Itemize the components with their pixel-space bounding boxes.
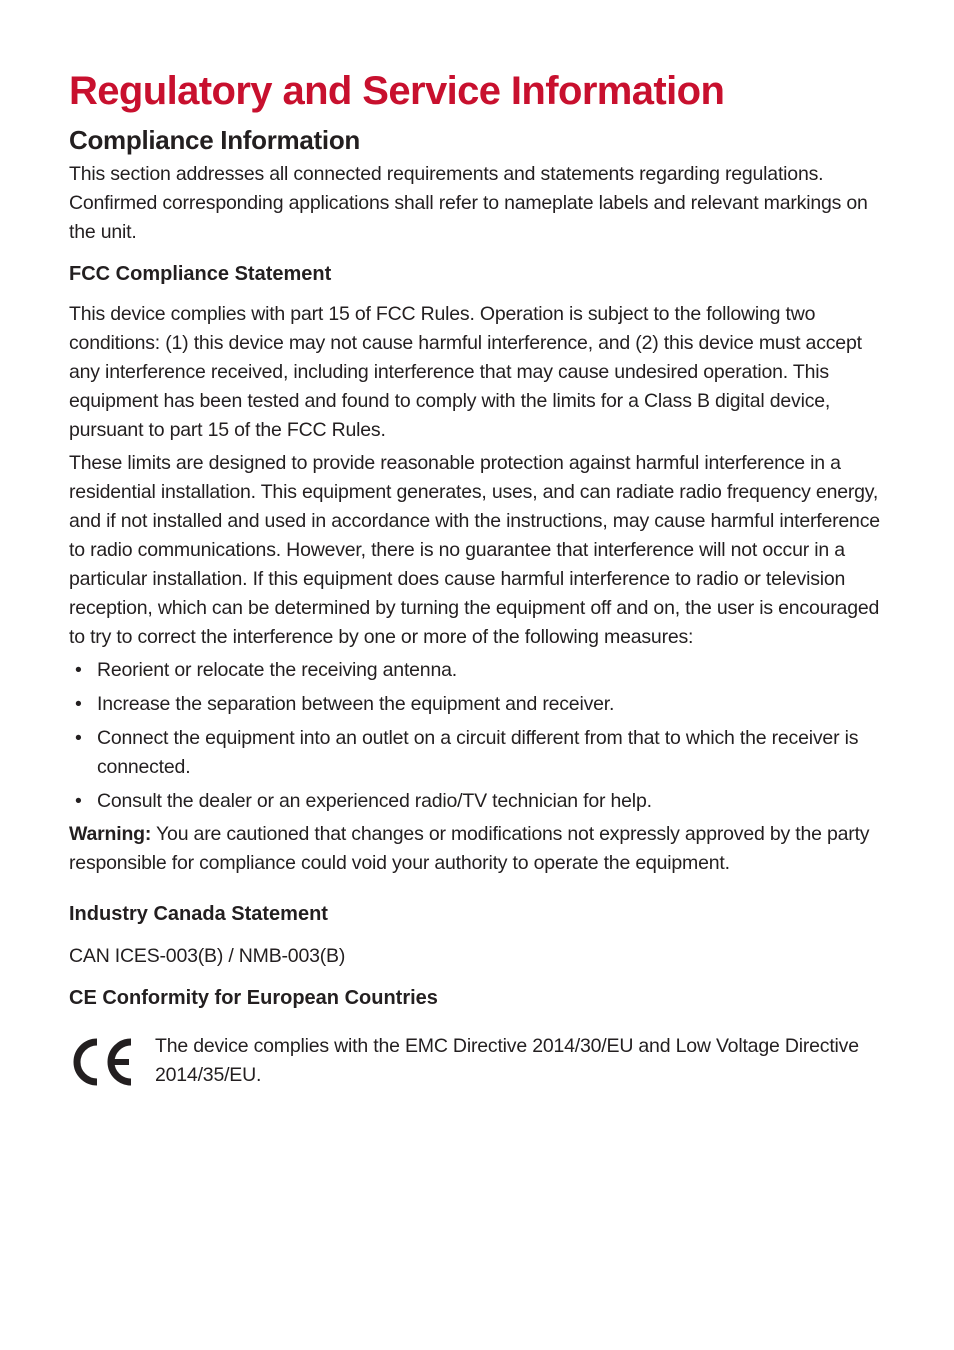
industry-canada-heading: Industry Canada Statement (69, 903, 328, 925)
measure-text: Reorient or relocate the receiving antenna. (97, 659, 457, 681)
ce-statement (69, 1032, 899, 1093)
ce-heading: CE Conformity for European Countries (69, 987, 438, 1009)
list-item (69, 724, 867, 782)
bullet-icon: • (75, 659, 82, 681)
measure-text: Connect the equipment into an outlet on a circuit different from that to which the receiver is connected. (97, 727, 859, 778)
measure-text: Increase the separation between the equipment and receiver. (97, 693, 615, 715)
list-item (69, 787, 899, 816)
list-item (69, 656, 899, 685)
ce-mark-icon (69, 1032, 155, 1093)
bullet-icon: • (75, 790, 82, 812)
fcc-paragraph-1: This device complies with part 15 of FCC Rules. Operation is subject to the following two conditions: (1) this device may not cause harmful interference, and (2) this device must accept any interference received, including interference that may cause undesired operation. This equipment has been tested and found to comply with the limits for a Class B digital device, pursuant to part 15 of the FCC Rules. (69, 303, 862, 441)
warning-paragraph (69, 820, 879, 878)
bullet-icon: • (75, 727, 82, 749)
fcc-heading: FCC Compliance Statement (69, 263, 332, 285)
fcc-paragraph-2: These limits are designed to provide reasonable protection against harmful interference in a residential installation. This equipment generates, uses, and can radiate radio frequency energy, and if not installed and used in accordance with the instructions, may cause harmful interference to radio communications. However, there is no guarantee that interference will not occur in a particular installation. If this equipment does cause harmful interference to radio or television reception, which can be determined by turning the equipment off and on, the user is encouraged to try to correct the interference by one or more of the following measures: (69, 452, 880, 648)
warning-label: Warning: (69, 823, 152, 845)
measures-list (69, 656, 899, 816)
page-title: Regulatory and Service Information (69, 69, 725, 113)
compliance-heading: Compliance Information (69, 125, 360, 155)
ce-text: The device complies with the EMC Directive 2014/30/EU and Low Voltage Directive 2014/35/EU. (155, 1035, 859, 1086)
industry-canada-text: CAN ICES-003(B) / NMB-003(B) (69, 945, 346, 967)
list-item (69, 690, 899, 719)
document-page (69, 62, 899, 1093)
bullet-icon: • (75, 693, 82, 715)
compliance-intro: This section addresses all connected requirements and statements regarding regulations. Confirmed corresponding applications shall refer to nameplate labels and relevant markings on the unit. (69, 163, 868, 243)
warning-text: You are cautioned that changes or modifications not expressly approved by the party responsible for compliance could void your authority to operate the equipment. (69, 823, 870, 874)
measure-text: Consult the dealer or an experienced radio/TV technician for help. (97, 790, 652, 812)
